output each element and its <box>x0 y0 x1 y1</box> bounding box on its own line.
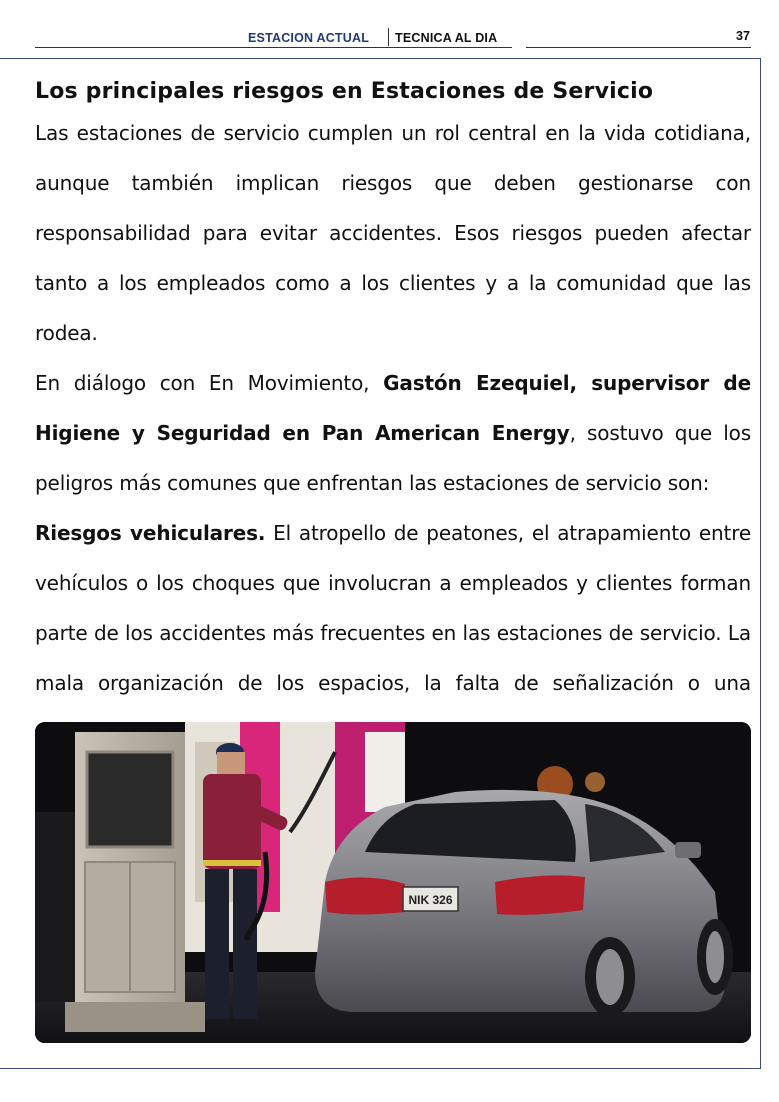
subsection-label: TECNICA AL DIA <box>395 31 498 45</box>
gas-station-photo <box>35 722 751 1043</box>
article-title: Los principales riesgos en Estaciones de Servicio <box>35 79 654 104</box>
header-rule-left <box>35 47 512 48</box>
interviewee-credit: Gastón Ezequiel, supervisor de Higiene y Seguridad en Pan American Energy <box>35 371 751 445</box>
interview-rest: , sostuvo que los peligros más comunes que enfrentan las estaciones de servicio son: <box>35 421 751 495</box>
paragraph-intro: Las estaciones de servicio cumplen un rol central en la vida cotidiana, aunque también implican riesgos que deben gestionarse con responsabilidad para evitar accidentes. Esos riesgos pueden afectar tanto a los empleados como a los clientes y a la comunidad que las rodea. <box>35 121 751 345</box>
header-rule-right <box>526 47 751 48</box>
header-separator <box>388 28 389 46</box>
interview-intro: En diálogo con En Movimiento, <box>35 371 384 395</box>
gas-station-illustration <box>35 722 751 1043</box>
page-header <box>0 0 779 60</box>
risk-heading: Riesgos vehiculares. <box>35 521 266 545</box>
paragraph-vehicle-risks <box>35 508 751 758</box>
paragraph-interview <box>35 358 751 508</box>
page-number: 37 <box>736 29 750 43</box>
risk-body: El atropello de peatones, el atrapamiento entre vehículos o los choques que involucran a empleados y clientes forman parte de los accidentes más frecuentes en las estaciones de servicio. La mala organización de los espacios, la falta de señalización o una <box>35 521 751 695</box>
article <box>35 76 751 758</box>
section-label: ESTACION ACTUAL <box>248 31 370 45</box>
license-plate: NIK 326 <box>408 893 453 907</box>
